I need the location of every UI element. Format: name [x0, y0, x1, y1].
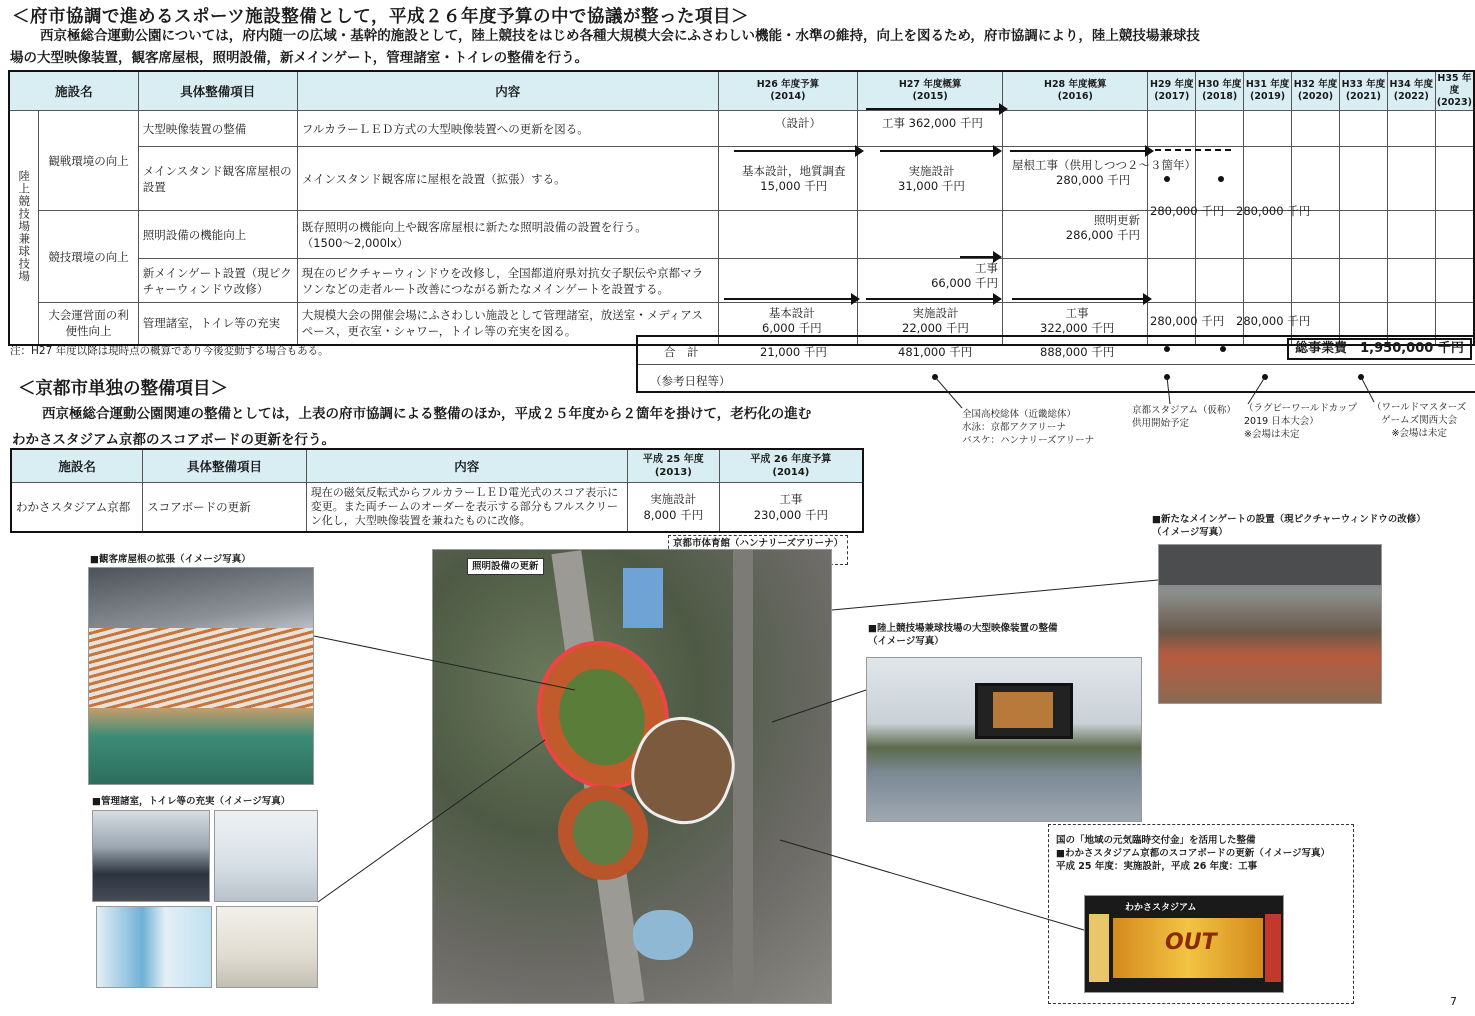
schedule-h30-cost: 280,000 千円 [1236, 204, 1311, 218]
schedule-design: （設計） [775, 116, 821, 130]
schedule-mgmt-h30: 280,000 千円 [1236, 314, 1311, 328]
group-operation: 大会運営面の利便性向上 [39, 303, 138, 345]
item-mgmt: 管理諸室，トイレ等の充実 [138, 303, 297, 345]
header-year-h28: H28 年度概算 (2016) [1003, 71, 1148, 111]
grand-total: 総事業費 1,950,000 千円 [1287, 338, 1472, 360]
schedule-impl-design: 実施設計 31,000 千円 [898, 164, 965, 193]
header-year-h31: H31 年度 (2019) [1244, 71, 1292, 111]
header-year-h35: H35 年度 (2023) [1435, 71, 1474, 111]
cell-h25: 実施設計 8,000 千円 [627, 482, 719, 532]
total-h28: 888,000 千円 [1040, 345, 1115, 359]
cell-h26: 工事 230,000 千円 [719, 482, 863, 532]
cell-item: スコアボードの更新 [143, 482, 307, 532]
caption-gate: ■新たなメインゲートの設置（現ピクチャーウィンドウの改修） （イメージ写真） [1152, 514, 1426, 538]
scoreboard-photo [1084, 895, 1284, 993]
aqua-arena [633, 910, 693, 960]
item-lighting: 照明設備の機能向上 [138, 211, 297, 259]
group-viewing: 観戦環境の向上 [39, 111, 138, 211]
schedule-gate: 工事 66,000 千円 [931, 261, 998, 290]
schedule-h29-cost: 280,000 千円 [1150, 204, 1225, 218]
header-facility: 施設名 [9, 71, 138, 111]
page-number: 7 [1450, 995, 1457, 1008]
schedule-roof-work: 屋根工事（供用しつつ２～３箇年） 280,000 千円 [1012, 158, 1196, 187]
total-h26: 21,000 千円 [760, 345, 827, 359]
caption-lighting: 照明設備の更新 [467, 558, 544, 575]
item-gate: 新メインゲート設置（現ピクチャーウィンドウ改修） [138, 259, 297, 303]
schedule-mgmt-work: 工事 322,000 千円 [1040, 306, 1115, 335]
facility-name: 陸上競技場兼球技場 [17, 169, 32, 282]
schedule-mgmt-basic: 基本設計 6,000 千円 [762, 306, 822, 335]
header-year-h33: H33 年度 (2021) [1339, 71, 1387, 111]
event-2021: （ワールドマスターズ ゲームズ関西大会 ※会場は未定 [1372, 402, 1467, 439]
gate-photo [1158, 544, 1382, 704]
city-paragraph-line1: 西京極総合運動公園関連の整備としては，上表の府市協調による整備のほか，平成２５年度から２箇年を掛けて，老朽化の進む [42, 406, 812, 422]
shower-photo [96, 906, 212, 988]
scoreboard-sign: わかさスタジアム [1125, 903, 1197, 913]
aerial-map [432, 549, 832, 1004]
content-lighting: 既存照明の機能向上や観客席屋根に新たな照明設備の設置を行う。 （1500～2,000lx） [297, 211, 718, 259]
schedule-light-update: 照明更新 286,000 千円 [1065, 213, 1140, 242]
event-2017: 京都スタジアム（仮称） 供用開始予定 [1132, 405, 1236, 429]
cell-facility: わかさスタジアム京都 [11, 482, 143, 532]
control-room-photo [92, 810, 210, 902]
schedule-basic-design: 基本設計，地質調査 15,000 千円 [742, 164, 846, 193]
city-project-table [10, 448, 864, 533]
caption-gym: 京都市体育館（ハンナリーズアリーナ） [668, 535, 848, 565]
header-year-h26: 平成 26 年度予算 (2014) [719, 449, 863, 482]
header-year-h29: H29 年度 (2017) [1148, 71, 1196, 111]
scoreboard-out-text: OUT [1165, 930, 1217, 955]
caption-roof: ■観客席屋根の拡張（イメージ写真） [90, 554, 251, 565]
schedule-work-2015: 工事 362,000 千円 [882, 116, 983, 130]
event-2019: （ラグビーワールドカップ 2019 日本大会） ※会場は未定 [1244, 403, 1358, 440]
table-note: 注：H27 年度以降は現時点の概算であり今後変動する場合もある。 [10, 345, 329, 357]
section-heading-city: ＜京都市単独の整備項目＞ [18, 379, 228, 399]
locker-photo [214, 810, 318, 902]
header-item: 具体整備項目 [143, 449, 307, 482]
header-year-h34: H34 年度 (2022) [1387, 71, 1435, 111]
table-row [11, 482, 863, 532]
event-2015: 全国高校総体（近畿総体） 水泳：京都アクアリーナ バスケ：ハンナリーズアリーナ [962, 409, 1095, 446]
content-gate: 現在のピクチャーウィンドウを改修し，全国都道府県対抗女子駅伝や京都マラソンなどの走者ルート改善につながる新たなメインゲートを設置する。 [297, 259, 718, 303]
content-mgmt: 大規模大会の開催会場にふさわしい施設として管理諸室，放送室・メディアスペース，更衣室・シャワー，トイレ等の充実を図る。 [297, 303, 718, 345]
roof-photo [88, 567, 314, 785]
screen-photo [866, 657, 1142, 822]
caption-screen: ■陸上競技場兼球技場の大型映像装置の整備 （イメージ写真） [868, 623, 1058, 647]
total-h27: 481,000 千円 [898, 345, 973, 359]
header-year-h25: 平成 25 年度 (2013) [627, 449, 719, 482]
header-year-h27: H27 年度概算 (2015) [858, 71, 1003, 111]
content-roof: メインスタンド観客席に屋根を設置（拡張）する。 [297, 147, 718, 211]
caption-mgmt: ■管理諸室，トイレ等の充実（イメージ写真） [92, 796, 291, 807]
group-competition: 競技環境の向上 [39, 211, 138, 303]
header-content: 内容 [306, 449, 627, 482]
header-item: 具体整備項目 [138, 71, 297, 111]
content-screen: フルカラーＬＥＤ方式の大型映像装置への更新を図る。 [297, 111, 718, 147]
totals-label: 合 計 [664, 345, 699, 359]
item-roof: メインスタンド観客席屋根の設置 [138, 147, 297, 211]
table-header-row [11, 449, 863, 482]
header-content: 内容 [297, 71, 718, 111]
reference-label: （参考日程等） [650, 374, 731, 388]
caption-scoreboard: 国の「地域の元気臨時交付金」を活用した整備 ■わかさスタジアム京都のスコアボードの更新（イメージ写真） 平成 25 年度：実施設計，平成 26 年度：工事 [1056, 835, 1331, 872]
header-year-h26: H26 年度予算 (2014) [718, 71, 857, 111]
toilet-photo [216, 906, 318, 988]
cell-content: 現在の磁気反転式からフルカラーＬＥＤ電光式のスコア表示に変更。また両チームのオーダーを表示する部分もフルスクリーン化し，大型映像装置を兼ねたものに改修。 [306, 482, 627, 532]
city-paragraph-line2: わかさスタジアム京都のスコアボードの更新を行う。 [12, 432, 336, 448]
section-heading-joint: ＜府市協調で進めるスポーツ施設整備として，平成２６年度予算の中で協議が整った項目＞ [12, 7, 749, 27]
intro-paragraph-line1: 西京極総合運動公園については，府内随一の広域・基幹的施設として，陸上競技をはじめ各種大規模大会にふさわしい機能・水準の維持，向上を図るため，府市協調により，陸上競技場兼球技 [40, 28, 1200, 44]
header-year-h30: H30 年度 (2018) [1196, 71, 1244, 111]
intro-paragraph-line2: 場の大型映像装置，観客席屋根，照明設備，新メインゲート，管理諸室・トイレの整備を行う。 [10, 50, 589, 66]
schedule-mgmt-h29: 280,000 千円 [1150, 314, 1225, 328]
item-screen: 大型映像装置の整備 [138, 111, 297, 147]
header-facility: 施設名 [11, 449, 143, 482]
header-year-h32: H32 年度 (2020) [1292, 71, 1340, 111]
schedule-mgmt-impl: 実施設計 22,000 千円 [902, 306, 969, 335]
